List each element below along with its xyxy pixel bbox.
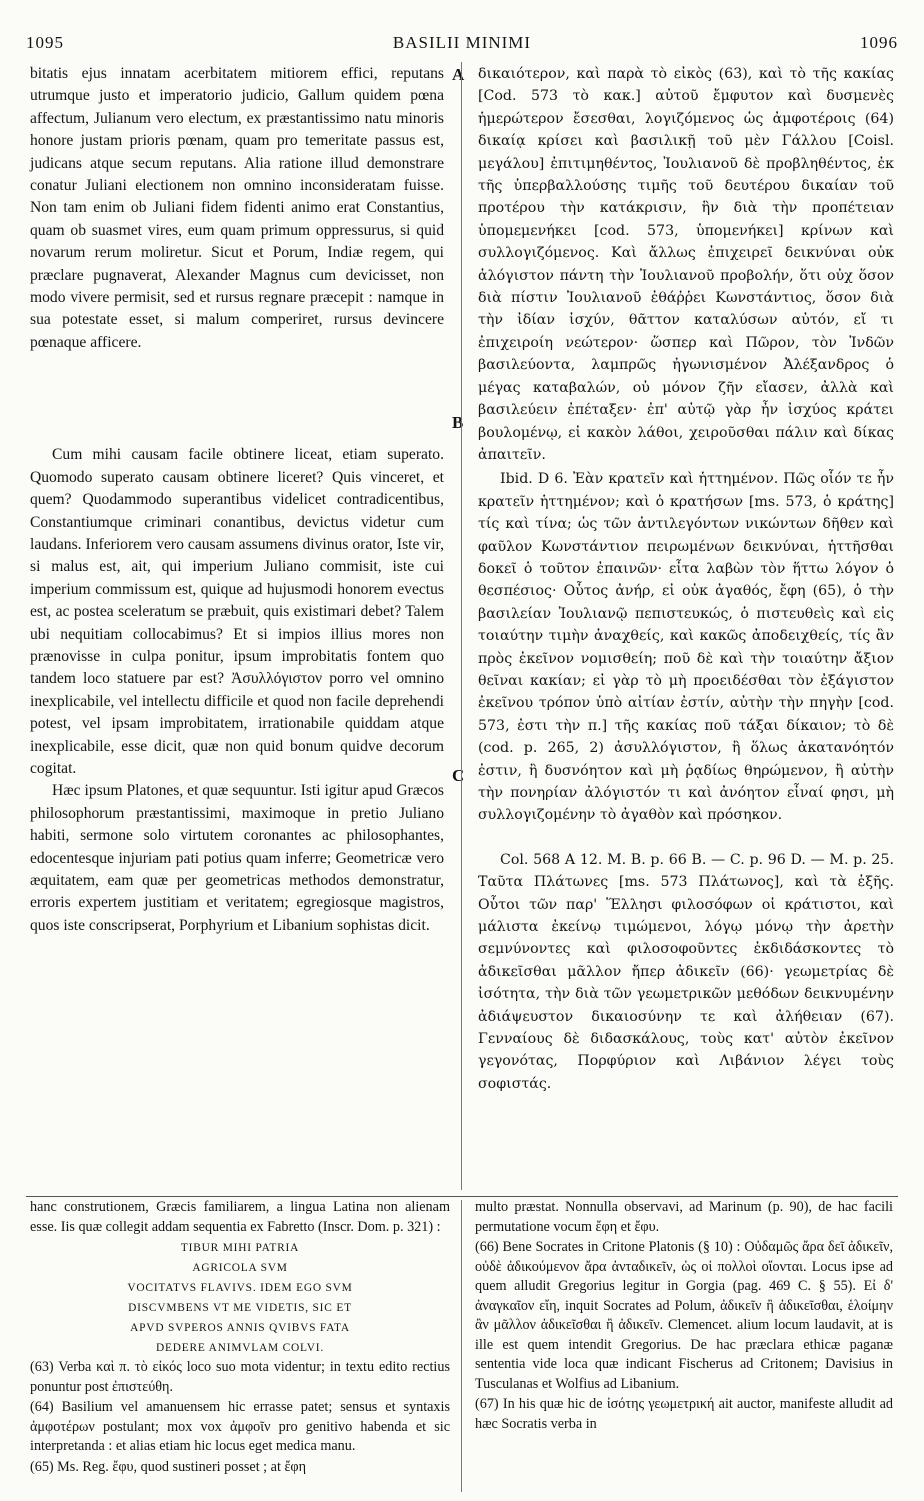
margin-letter-b: B xyxy=(452,413,464,432)
footnotes-right xyxy=(475,1198,893,1435)
margin-letter-c: C xyxy=(452,766,465,785)
footnote-65: (65) Ms. Reg. ἔφυ, quod sustineri posset ; at ἔφη xyxy=(30,1458,307,1475)
page-number-left: 1095 xyxy=(26,33,64,52)
footnote-divider xyxy=(461,1200,462,1492)
inscription-line: AGRICOLA SVM xyxy=(192,1262,288,1274)
greek-paragraph-3: Col. 568 A 12. M. B. p. 66 B. — C. p. 96 D. — M. p. 25. Ταῦτα Πλάτωνες [ms. 573 Πλάτωνος], καὶ τὰ ἑξῆς. Οὗτοι τῶν παρ' Ἕλλησι φιλοσόφων οἱ κράτιστοι, καὶ μάλιστα ἐκείνῳ τιμώμενοι, λόγῳ μόνῳ τὴν ἀρετὴν σεμνύνοντες καὶ φιλοσοφοῦντες ἐκδιδάσκοντες τὸ ἀδικεῖσθαι μᾶλλον ἤπερ ἀδικεῖν (66)· γεωμετρίας δὲ ἰσότητα, τὴν διὰ τῶν γεωμετρικῶν μεθόδων δεικνυμένην ἀδιάψευστον δικαιοσύνην τε καὶ ἀλήθειαν (67). Γενναίους δὲ διδασκάλους, τοὺς κατ' αὐτὸν ἐκεῖνον γεγονότας, Πορφύριον καὶ Λιβάνιον λέγει τοὺς σοφιστάς. xyxy=(478,851,894,1092)
footnote-63: (63) Verba καὶ π. τὸ εἰκός loco suo mota videntur; in textu edito rectius ponuntur post ἐπιστεύθη. xyxy=(30,1359,450,1395)
inscription-line: APVD SVPEROS ANNIS QVIBVS FATA xyxy=(130,1322,350,1334)
page-number-right: 1096 xyxy=(860,33,898,52)
footnote-64: (64) Basilium vel amanuensem hic errasse patet; sensus et syntaxis ἀμφοτέρων postulant; mox vox ἀμφοῖν pro genitivo habenda et sic interpretanda : et alias etiam hic locus eget medica manu. xyxy=(30,1399,450,1454)
footnote-67: (67) In his quæ hic de ἰσότης γεωμετρική ait auctor, manifeste alludit ad hæc Socratis verba in xyxy=(475,1396,893,1432)
inscription-line: DISCVMBENS VT ME VIDETIS, SIC ET xyxy=(128,1302,352,1314)
footnote-66: (66) Bene Socrates in Critone Platonis (§ 10) : Οὐδαμῶς ἄρα δεῖ ἀδικεῖν, οὐδὲ ἀδικούμενον ἄρα ἀνταδικεῖν, ὡς οἱ πολλοὶ οἴονται. Locus ipse ad quem alludit Gregorius legitur in Gorgia (pag. 469 C. § 55). Εἰ δ' ἀναγκαῖον εἴη, inquit Socrates ad Polum, ἀδικεῖν ἢ ἀδικεῖσθαι, ἑλοίμην ἂν μᾶλλον ἀδικεῖσθαι ἢ ἀδικεῖν. Clemencet. alium locum laudavit, at is ille est quem intendit Gregorius. De hac præclara ethicæ paganæ sententia vide loca quæ indicant Fischerus ad Critonem; Davisius in Tusculanas et Wolfius ad Libanium. xyxy=(475,1239,893,1392)
column-divider xyxy=(461,62,462,1190)
latin-paragraph-1: bitatis ejus innatam acerbitatem mitiorem effici, reputans utrumque justo et imperatorio judicio, Gallum quidem pœna affectum, Julianum vero electum, ex præstantissimo natu minoris honore justam prioris pœnam, quam pro temeritate passus est, judicans atque secum reputans. Alia ratione illud demonstrare conatur Juliani electionem non omnino inconsideratam fuisse. Non tam enim ob Juliani fidem fidenti animo erat Constantius, quam ob suasmet vires, eum quam primum oppressurus, si quid novarum rerum moliretur. Sicut et Porum, Indiæ regem, qui præclare pugnaverat, Alexander Magnus cum devicisset, non modo vivere permisit, sed et rursus regnare præcepit : namque in sua potestate esset, si malum comperiret, rursus devincere pœnaque afficere. xyxy=(30,65,444,351)
latin-column xyxy=(30,63,444,937)
footnote-separator xyxy=(26,1196,898,1197)
footnotes-left xyxy=(30,1198,450,1478)
inscription xyxy=(30,1238,450,1358)
inscription-line: DEDERE ANIMVLAM COLVI. xyxy=(155,1342,325,1354)
greek-paragraph-1: δικαιότερον, καὶ παρὰ τὸ εἰκὸς (63), καὶ τὸ τῆς κακίας [Cod. 573 τὸ κακ.] αὐτοῦ ἔμφυτον καὶ δυσμενὲς ἡμερώτερον ἔσεσθαι, λογιζόμενος ὡς ἀμφοτέροις (64) δικαίᾳ κρίσει καὶ βασιλικῇ τοῦ μὲν Γάλλου [Coisl. μεγάλου] ἐπιτιμηθέντος, Ἰουλιανοῦ δὲ προβληθέντος, ἐκ τῆς ὑπερβαλλούσης τιμῆς τοῦ δευτέρου δικαίαν τοῦ προτέρου τὴν κατάκρισιν, ἣν διὰ τὴν προπέτειαν ὑπομεμενήκει [cod. 573, ὑπομενήκει] κρίνων καὶ συλλογιζόμενος. Καὶ ἄλλως ἐπιχειρεῖ δεικνύναι οὐκ ἀλόγιστον πάντη τὴν Ἰουλιανοῦ προβολήν, ὅτι οὐχ ὅσον διὰ πίστιν Ἰουλιανοῦ ἐθάῤῥει Κωνστάντιος, ὅσον διὰ τὴν ἰδίαν ἰσχύν, θᾶττον καταλύσων αὐτόν, εἴ τι ἐπιχειροίη νεώτερον· ὥσπερ καὶ Πῶρον, τὸν Ἰνδῶν βασιλεύοντα, λαμπρῶς ἠγωνισμένον Ἀλέξανδρος ὁ μέγας καταβαλών, οὐ μόνον ζῆν εἴασεν, ἀλλὰ καὶ βασιλεύειν ἐπέταξεν· ἐπ' αὐτῷ γὰρ ἦν ἰσχύος κράτει βουλομένῳ, εἰ κακὸν λάθοι, χειροῦσθαι πάλιν καὶ δίκας ἀπαιτεῖν. xyxy=(478,66,894,463)
footnote-intro: hanc construtionem, Græcis familiarem, a lingua Latina non alienam esse. Iis quæ collegit addam sequentia ex Fabretto (Inscr. Dom. p. 321) : xyxy=(30,1199,450,1235)
inscription-line: VOCITATVS FLAVIVS. IDEM EGO SVM xyxy=(127,1282,353,1294)
latin-paragraph-2: Cum mihi causam facile obtinere liceat, etiam superato. Quomodo superato causam obtinere liceret? Quis vinceret, et quem? Quodammodo superantibus videlicet contradicentibus, Constantiumque criminari conantibus, devictus videtur cum laudans. Inferiorem vero causam assumens divinus orator, Iste vir, si malus est, ait, qui imperium Juliano commisit, iste cui imperium commissum est, quique ad hujusmodi honorem evectus est, ac postea sceleratum se præbuit, quis existimari debet? Talem ubi nequitiam collocabimus? Et si impios illius mores non prænovisse in culpa ponitur, ipsum improbitatis fontem quo tandem loco statuere par est? Ἀσυλλόγιστον porro vel omnino inexplicabile, vel intellectu difficile et quod non facile deprehendi potest, vel ipsam improbitatem, irrationabile quiddam atque inexplicabile, esse dicit, quæ non quid bonum quidve decorum cogitat. xyxy=(30,446,444,777)
latin-paragraph-3: Hæc ipsum Platones, et quæ sequuntur. Isti igitur apud Græcos philosophorum præstantissimi, maximoque in pretio Juliano habiti, sermone solo virtutem coronantes ac philosophantes, edocentesque injuriam pati potius quam inferre; Geometricæ vero æquitatem, eam quæ per geometricas methodos demonstratur, erroris expertem justitiam et veritatem; egregiosque magistros, quos iste conscripserat, Porphyrium et Libanium sophistas dicit. xyxy=(30,782,444,934)
running-title: BASILII MINIMI xyxy=(392,33,532,52)
greek-column xyxy=(478,63,894,1095)
inscription-line: TIBUR MIHI PATRIA xyxy=(180,1242,300,1254)
footnote-65-continued: multo præstat. Nonnulla observavi, ad Marinum (p. 90), de hac facili permutatione vocum ἔφη et ἔφυ. xyxy=(475,1199,893,1235)
margin-letter-a: A xyxy=(452,65,465,84)
greek-paragraph-2: Ibid. D 6. Ἐὰν κρατεῖν καὶ ἡττημένον. Πῶς οἷόν τε ἦν κρατεῖν ἡττημένον; καὶ ὁ κρατήσων [ms. 573, ὁ κράτης] τίς καὶ τίνα; ὡς τῶν ἀντιλεγόντων νικώντων δῆθεν καὶ φαῦλον Κωνστάντιον πειρωμένων δεικνύναι, ἡττῆσθαι δοκεῖ ὁ τοῦτον ἐπαινῶν· εἶτα λαβὼν τὸν ἥττω λόγον ὁ θεσπέσιος· Οὗτος ἀνήρ, εἰ οὐκ ἀγαθός, ἔφη (65), ὁ τὴν βασιλείαν Ἰουλιανῷ πεπιστευκώς, ὁ πιστευθεὶς καὶ εἰς τοιαύτην τιμὴν ἀναχθείς, καὶ κακῶς ἀποδειχθείς, τίς ἂν πρὸς ἐκεῖνον νομισθείη; ποῦ δὲ καὶ τὴν τοιαύτην ἄξιον θεῖναι κακίαν; εἰ γὰρ τὸ μὴ προειδέσθαι τὸν ἐξάγιστον ἐκεῖνου τρόπον ὑπὸ αἰτίαν ἐστίν, αὐτὴν τὴν πηγὴν [cod. 573, ἐστι τὴν π.] τῆς κακίας ποῦ τάξαι δίκαιον; τὸ δὲ (cod. p. 265, 2) ἀσυλλόγιστον, ἢ ὅλως ἀκατανόητόν ἐστιν, ἢ δυσνόητον καὶ μὴ ῥᾳδίως θηρώμενον, ἢ αὐτὴν τὴν πονηρίαν ἀλόγιστόν τι καὶ ἀνόητον εἶναί φησι, μὴ συλλογιζομένην τὸ ἀγαθὸν καὶ πρόσηκον. xyxy=(478,471,894,824)
page-header xyxy=(26,33,898,57)
